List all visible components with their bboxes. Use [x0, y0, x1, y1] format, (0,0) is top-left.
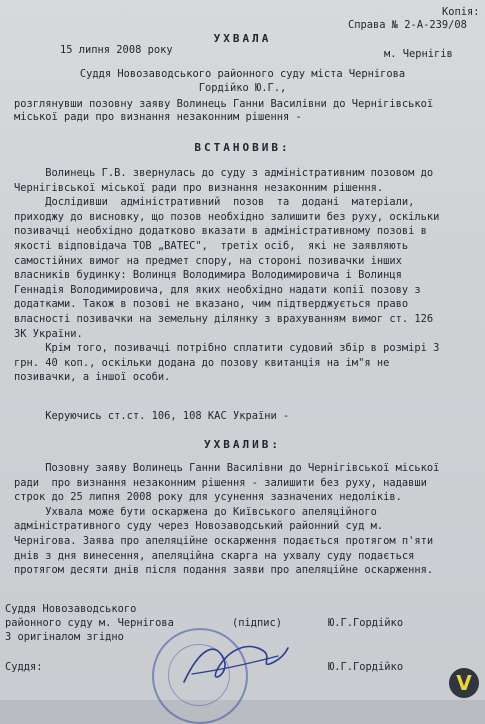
- established-text-line: приходжу до висновку, що позов необхідно залишити без руху, оскільки: [14, 210, 440, 223]
- established-text-line: самостійних вимог на предмет спору, на стороні позивачки інших: [14, 254, 402, 267]
- document-date: 15 липня 2008 року: [60, 44, 173, 56]
- resolved-text-line: днів з дня винесення, апеляційна скарга на ухвалу суду подається: [14, 549, 415, 562]
- established-text-line: позивачці необхідно додатково вказати в адміністративному позові в: [14, 225, 427, 238]
- established-text-line: власників будинку: Волинця Володимира Володимировича і Волинця: [14, 269, 402, 282]
- resolved-text-line: адміністративного суду через Новозаводський районний суд м.: [14, 520, 384, 533]
- resolved-text-line: Ухвала може бути оскаржена до Київського апеляційного: [14, 505, 377, 518]
- site-logo-icon: V: [449, 668, 479, 698]
- signature-name-2: Ю.Г.Гордійко: [328, 661, 404, 673]
- signature-original: З оригіналом згідно: [5, 631, 124, 643]
- resolved-text-line: Чернігова. Заява про апеляційне оскарження подається протягом п'яти: [14, 535, 434, 547]
- intro-considered-cont: міської ради про визнання незаконним рішення -: [14, 111, 302, 123]
- signature-podpys: (підпис): [232, 617, 283, 629]
- established-text-line: Волинець Г.В. звернулась до суду з адміністративним позовом до: [14, 167, 434, 179]
- established-text-line: ЗК України.: [14, 327, 83, 340]
- handwritten-signature: [178, 630, 290, 692]
- signature-judge-short: Суддя:: [5, 661, 43, 673]
- document-city: м. Чернігів: [384, 48, 453, 60]
- established-text-line: позивачки, а іншої особи.: [14, 371, 171, 384]
- intro-judge-line: Суддя Новозаводського районного суду міста Чернігова: [79, 68, 406, 80]
- resolved-text-line: ради про визнання незаконним рішення - залишити без руху, надавши: [14, 476, 427, 489]
- resolved-text-line: Позовну заяву Волинець Ганни Василівни до Чернігівської міської: [14, 462, 440, 474]
- resolved-text-line: протягом десяти днів після подання заяви про апеляційне оскарження.: [14, 564, 434, 577]
- signature-name: Ю.Г.Гордійко: [328, 617, 404, 629]
- signature-judge-line2: районного суду м. Чернігова: [5, 617, 174, 629]
- established-text-line: власності позивачки на земельну ділянку з врахуванням вимог ст. 126: [14, 313, 434, 325]
- established-text-line: Геннадія Володимировича, для яких необхідно надати копії позову з: [14, 283, 421, 296]
- signature-judge-line1: Суддя Новозаводського: [5, 603, 137, 615]
- intro-judge-name: Гордійко Ю.Г.,: [198, 82, 287, 94]
- intro-considered: розглянувши позовну заяву Волинець Ганни Василівни до Чернігівської: [14, 98, 434, 110]
- established-text-line: Крім того, позивачці потрібно сплатити судовий збір в розмірі 3: [14, 342, 440, 355]
- document-title: УХВАЛА: [213, 32, 272, 45]
- established-text-line: Дослідивши адміністративний позов та додані матеріали,: [14, 196, 415, 209]
- resolved-text-line: строк до 25 липня 2008 року для усунення зазначених недоліків.: [14, 491, 402, 504]
- established-text-line: грн. 40 коп., оскільки додана до позову квитанція на ім"я не: [14, 356, 390, 369]
- resolved-heading: УХВАЛИВ:: [204, 438, 281, 451]
- established-text-line: додатками. Також в позові не вказано, чим підтверджується право: [14, 298, 409, 311]
- case-number: Справа № 2-А-239/08: [348, 19, 467, 31]
- copy-label: Копія:: [442, 6, 480, 18]
- established-heading: ВСТАНОВИВ:: [194, 141, 291, 154]
- guided-line: Керуючись ст.ст. 106, 108 КАС України -: [14, 410, 290, 422]
- established-text-line: Чернігівської міської ради про визнання незаконним рішення.: [14, 181, 384, 194]
- established-text-line: якості відповідача ТОВ „ВАТЕС", третіх осіб, які не заявляють: [14, 240, 409, 252]
